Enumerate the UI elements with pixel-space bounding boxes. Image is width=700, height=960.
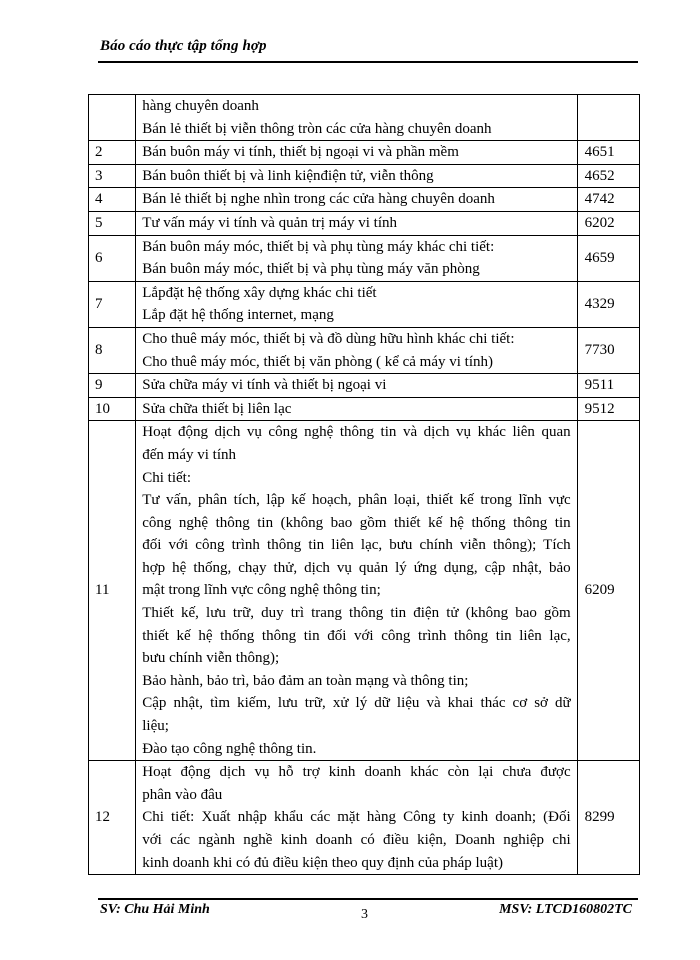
row-description-cell <box>136 421 577 761</box>
table-row <box>89 761 640 875</box>
business-lines-table <box>88 94 640 875</box>
document-header-title: Báo cáo thực tập tổng hợp <box>100 38 267 54</box>
table-row <box>89 235 640 281</box>
description-line: Hoạt động dịch vụ hỗ trợ kinh doanh khác còn lại chưa được <box>142 764 571 781</box>
row-number-cell: 7 <box>89 281 136 327</box>
footer-divider <box>98 898 638 900</box>
description-line: hàng chuyên doanh <box>142 98 259 114</box>
table-row <box>89 281 640 327</box>
description-line: Bảo hành, bảo trì, bảo đảm an toàn mạng và thông tin; <box>142 672 469 689</box>
description-line: Lắp đặt hệ thống internet, mạng <box>142 307 334 324</box>
description-line: Tư vấn, phân tích, lập kế hoạch, phân loại, thiết kế trong lĩnh vực <box>142 492 571 509</box>
table-row <box>89 95 640 141</box>
table-row <box>89 188 640 212</box>
row-industry-code-cell: 9512 <box>577 397 639 421</box>
row-industry-code-cell: 4659 <box>577 235 639 281</box>
description-line: Bán lẻ thiết bị viễn thông tròn các cửa hàng chuyên doanh <box>142 120 492 137</box>
description-line: Bán buôn máy móc, thiết bị và phụ tùng máy khác chi tiết: <box>142 238 495 255</box>
table-row <box>89 374 640 398</box>
row-description-cell <box>136 761 577 875</box>
row-description-cell <box>136 327 577 373</box>
table-row <box>89 164 640 188</box>
row-number-cell <box>89 95 136 141</box>
row-number-cell: 10 <box>89 397 136 421</box>
row-industry-code-cell: 4742 <box>577 188 639 212</box>
row-industry-code-cell: 9511 <box>577 374 639 398</box>
row-description-cell <box>136 281 577 327</box>
row-number-cell: 9 <box>89 374 136 398</box>
description-line: phân vào đâu <box>142 786 223 803</box>
table-row <box>89 327 640 373</box>
description-line: Bán buôn máy vi tính, thiết bị ngoại vi và phần mềm <box>142 144 459 161</box>
row-industry-code-cell: 7730 <box>577 327 639 373</box>
row-description-cell <box>136 164 577 188</box>
description-line: Thiết kế, lưu trữ, duy trì trang thông tin điện tử (không bao gồm <box>142 605 571 622</box>
row-industry-code-cell: 4652 <box>577 164 639 188</box>
header-divider <box>98 61 638 63</box>
description-line: Sửa chữa máy vi tính và thiết bị ngoại vi <box>142 377 387 394</box>
row-industry-code-cell: 4329 <box>577 281 639 327</box>
description-line: Lắpđặt hệ thống xây dựng khác chi tiết <box>142 284 377 301</box>
description-line: liệu; <box>142 718 169 735</box>
table-row <box>89 397 640 421</box>
row-number-cell: 5 <box>89 211 136 235</box>
description-line: Bán buôn thiết bị và linh kiệnđiện tử, viễn thông <box>142 167 434 184</box>
row-number-cell: 11 <box>89 421 136 761</box>
description-line: Cho thuê máy móc, thiết bị và đồ dùng hữu hình khác chi tiết: <box>142 330 515 347</box>
description-line: Bán lẻ thiết bị nghe nhìn trong các cửa hàng chuyên doanh <box>142 191 495 208</box>
row-description-cell <box>136 374 577 398</box>
row-description-cell <box>136 188 577 212</box>
row-industry-code-cell: 6202 <box>577 211 639 235</box>
row-industry-code-cell: 4651 <box>577 141 639 165</box>
footer-student-name: SV: Chu Hải Minh <box>100 902 210 917</box>
description-line: đến máy vi tính <box>142 446 236 463</box>
description-line: Cập nhật, tìm kiếm, lưu trữ, xử lý dữ liệu và khai thác cơ sở dữ <box>142 695 571 712</box>
table-row <box>89 211 640 235</box>
description-line: bưu chính viễn thông); <box>142 650 280 667</box>
description-line: kinh doanh khi có đủ điều kiện theo quy định của pháp luật) <box>142 854 504 871</box>
row-description-cell <box>136 211 577 235</box>
table-row <box>89 141 640 165</box>
description-line: công nghệ thông tin (không bao gồm thiết kế hệ thống thông tin <box>142 514 571 531</box>
row-industry-code-cell: 6209 <box>577 421 639 761</box>
business-lines-table-body <box>89 95 640 875</box>
row-description-cell <box>136 397 577 421</box>
page-number: 3 <box>361 907 368 922</box>
row-number-cell: 2 <box>89 141 136 165</box>
row-industry-code-cell: 8299 <box>577 761 639 875</box>
description-line: Sửa chữa thiết bị liên lạc <box>142 400 292 417</box>
description-line: với các ngành nghề kinh doanh có điều kiện, Doanh nghiệp chi <box>142 832 571 848</box>
description-line: Cho thuê máy móc, thiết bị văn phòng ( kể cả máy vi tính) <box>142 353 494 370</box>
description-line: mật trong lĩnh vực công nghệ thông tin; <box>142 582 381 599</box>
description-line: Chi tiết: <box>142 469 191 486</box>
row-description-cell <box>136 235 577 281</box>
description-line: hợp hệ thống, chạy thử, dịch vụ quản lý ứng dụng, cập nhật, bảo <box>142 559 571 576</box>
footer-student-id: MSV: LTCD160802TC <box>499 902 632 917</box>
row-number-cell: 6 <box>89 235 136 281</box>
row-number-cell: 4 <box>89 188 136 212</box>
row-number-cell: 3 <box>89 164 136 188</box>
description-line: Chi tiết: Xuất nhập khẩu các mặt hàng Công ty kinh doanh; (Đối <box>142 809 571 826</box>
table-row <box>89 421 640 761</box>
description-line: Bán buôn máy móc, thiết bị và phụ tùng máy văn phòng <box>142 261 480 278</box>
description-line: Tư vấn máy vi tính và quản trị máy vi tính <box>142 214 398 231</box>
description-line: thiết kế hệ thống thông tin đối với công trình thông tin liên lạc, <box>142 627 571 644</box>
description-line: đối với công trình thông tin liên lạc, bưu chính viễn thông); Tích <box>142 537 571 554</box>
description-line: Hoạt động dịch vụ công nghệ thông tin và dịch vụ khác liên quan <box>142 424 571 441</box>
row-description-cell <box>136 141 577 165</box>
row-industry-code-cell <box>577 95 639 141</box>
description-line: Đào tạo công nghệ thông tin. <box>142 740 317 757</box>
row-number-cell: 12 <box>89 761 136 875</box>
row-description-cell <box>136 95 577 141</box>
row-number-cell: 8 <box>89 327 136 373</box>
